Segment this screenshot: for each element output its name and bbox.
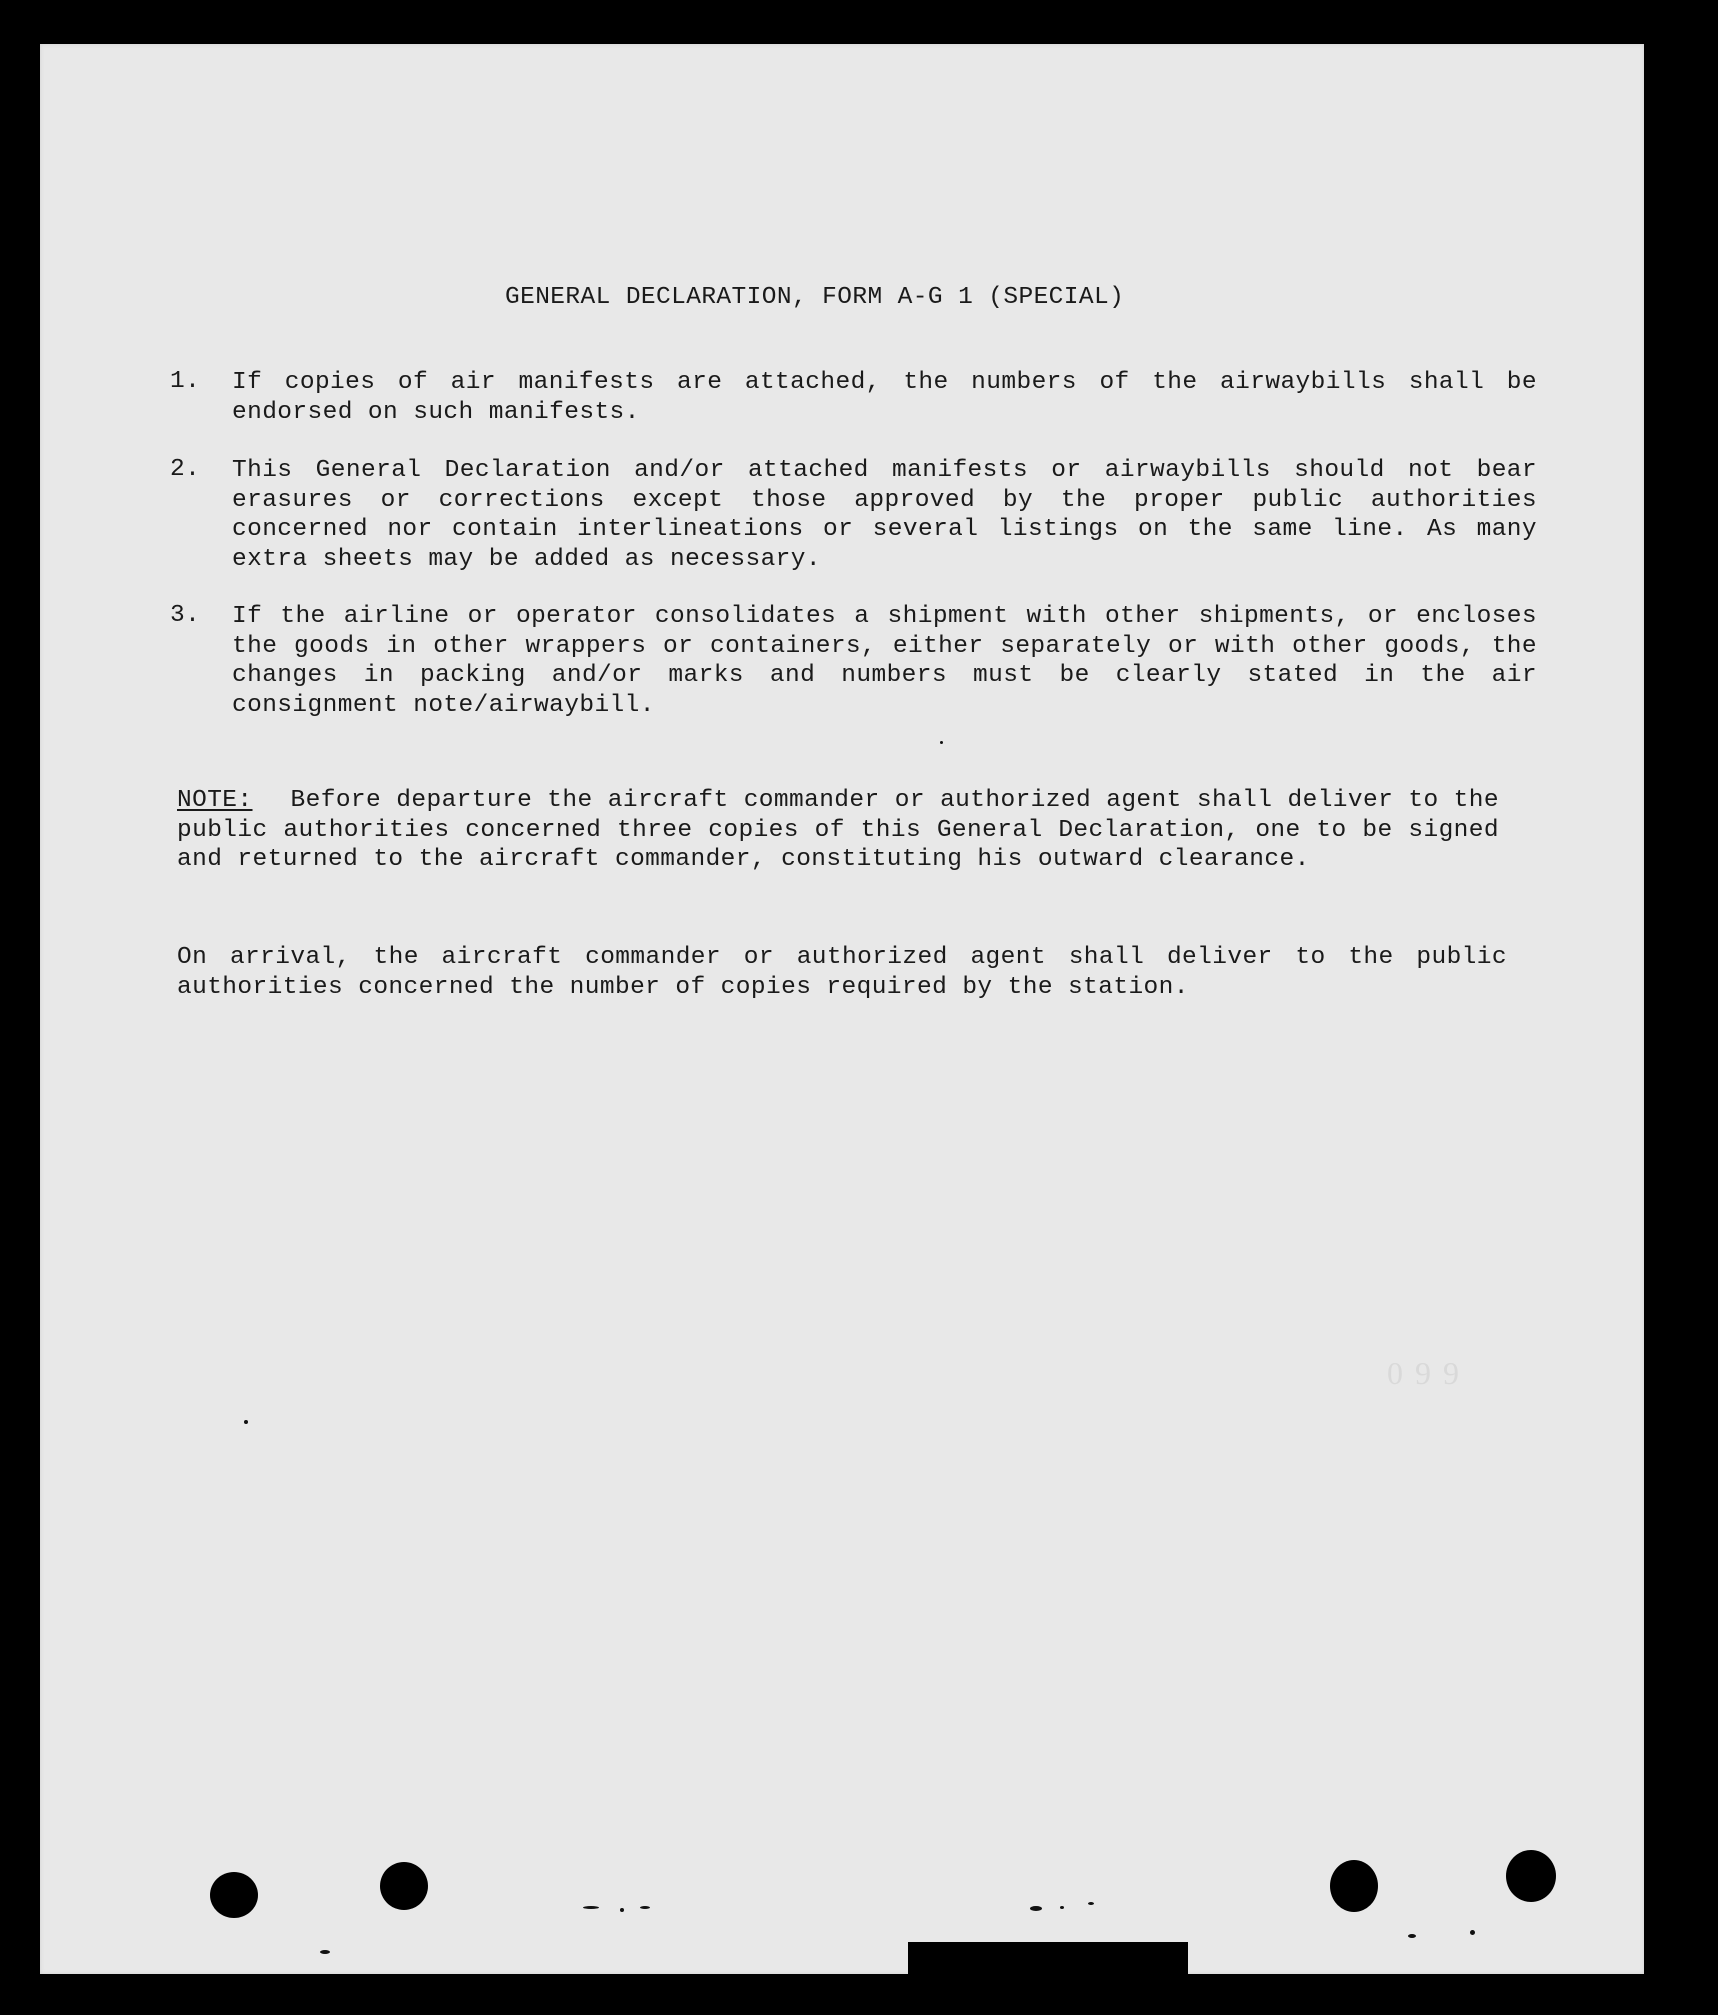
- speck: [1408, 1934, 1416, 1938]
- speck: [1060, 1906, 1064, 1909]
- item-text: This General Declaration and/or attached manifests or airwaybills should not bear erasures or corrections except those approved by the proper public authorities concerned nor contain interlineations or several listings on the same line. As many extra sheets may be added as necessary.: [232, 457, 1537, 573]
- speck: [1088, 1902, 1094, 1905]
- speck: [620, 1908, 624, 1912]
- punch-hole: [380, 1862, 428, 1910]
- speck: [320, 1950, 330, 1954]
- note-label: NOTE:: [177, 787, 253, 814]
- speck: [1470, 1930, 1475, 1935]
- speck: [583, 1906, 599, 1909]
- speck: [640, 1906, 650, 1909]
- punch-hole: [1330, 1860, 1378, 1912]
- faint-stamp: 0 9 9: [1387, 1355, 1461, 1391]
- punch-hole: [1506, 1850, 1556, 1902]
- item-number: 3.: [170, 602, 201, 629]
- item-text: If copies of air manifests are attached, the numbers of the airwaybills shall be endorsed on such manifests.: [232, 369, 1537, 426]
- speck: [940, 741, 943, 744]
- note-paragraph: [177, 786, 1499, 875]
- item-number: 2.: [170, 456, 201, 483]
- note-text: Before departure the aircraft commander or authorized agent shall deliver to the public authorities concerned three copies of this General Declaration, one to be signed and returned to the aircraft commander, constituting his outward clearance.: [177, 787, 1499, 873]
- punch-hole: [210, 1872, 258, 1918]
- item-number: 1.: [170, 368, 201, 395]
- item-text: If the airline or operator consolidates a shipment with other shipments, or encloses the goods in other wrappers or containers, either separately or with other goods, the changes in packing and/or marks and numbers must be clearly stated in the air consignment note/airwaybill.: [232, 603, 1537, 719]
- speck: [1030, 1906, 1042, 1911]
- speck: [244, 1420, 248, 1424]
- arrival-paragraph: On arrival, the aircraft commander or authorized agent shall deliver to the public authorities concerned the number of copies required by the station.: [177, 944, 1507, 1001]
- document-title: GENERAL DECLARATION, FORM A-G 1 (SPECIAL): [505, 284, 1125, 311]
- document-page: [40, 44, 1644, 1974]
- bottom-tear: [908, 1942, 1188, 1974]
